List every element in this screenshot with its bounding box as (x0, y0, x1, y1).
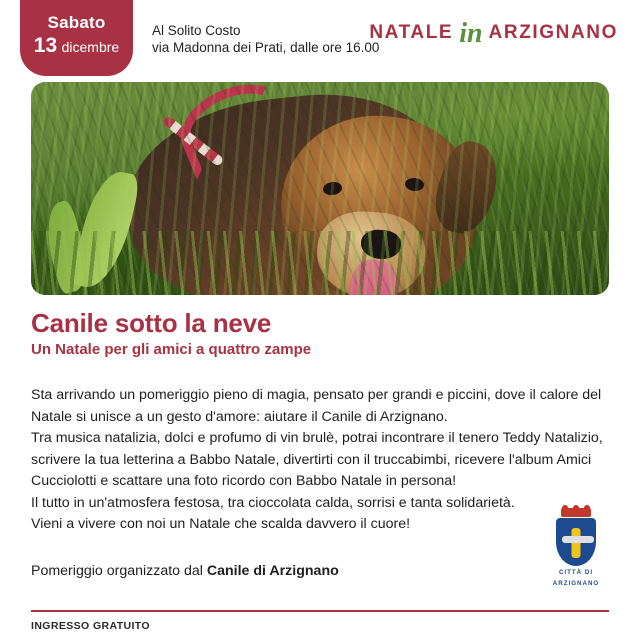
date-month: dicembre (61, 39, 120, 55)
crest-line-1: CITTÀ DI (558, 569, 594, 576)
crest-line-2: ARZIGNANO (552, 580, 600, 587)
grass-texture-front (31, 231, 609, 295)
organizer-prefix: Pomeriggio organizzato dal (31, 562, 207, 579)
footer-divider (31, 610, 609, 612)
event-brand-logo (369, 18, 618, 49)
description-paragraph: Vieni a vivere con noi un Natale che scalda davvero il cuore! (31, 516, 411, 532)
page-title: Canile sotto la neve (31, 308, 272, 338)
crown-icon (561, 508, 591, 517)
event-description (31, 385, 609, 536)
date-day-name: Sabato (47, 13, 106, 32)
brand-word-arzignano: ARZIGNANO (488, 22, 618, 43)
organizer-name: Canile di Arzignano (206, 562, 339, 579)
date-line (20, 35, 133, 59)
city-crest (542, 508, 610, 588)
description-paragraph: Il tutto in un'atmosfera festosa, tra cioccolata calda, sorrisi e tanta solidarietà. (31, 494, 515, 511)
footer-note: INGRESSO GRATUITO (31, 620, 151, 632)
poster-header (0, 0, 640, 78)
photo-illustration (31, 82, 609, 295)
organizer-line (31, 561, 609, 582)
page-subtitle: Un Natale per gli amici a quattro zampe (31, 341, 312, 358)
venue-name: Al Solito Costo (152, 23, 241, 38)
brand-word-natale: NATALE (369, 22, 454, 43)
venue-address: via Madonna dei Prati, dalle ore 16.00 (152, 40, 380, 55)
description-paragraph: Sta arrivando un pomeriggio pieno di magia, pensato per grandi e piccini, dove il calore del Natale si unisce a un gesto d'amore: aiutare il Canile di Arzignano. (31, 387, 602, 425)
date-day-number: 13 (33, 34, 58, 57)
brand-word-in: in (459, 18, 483, 49)
venue-info (152, 22, 379, 56)
event-photo (31, 82, 609, 295)
description-paragraph: Tra musica natalizia, dolci e profumo di vin brulè, potrai incontrare il tenero Teddy Natalizio, scrivere la tua letterina a Babbo Natale, divertirti con il truccabimbi, ricevere l'album Amici Cucciolotti e scattare una foto ricordo con Babbo Natale in persona! (31, 430, 603, 489)
shield-icon (556, 518, 596, 566)
poster-content (31, 308, 609, 582)
date-badge (20, 0, 133, 76)
